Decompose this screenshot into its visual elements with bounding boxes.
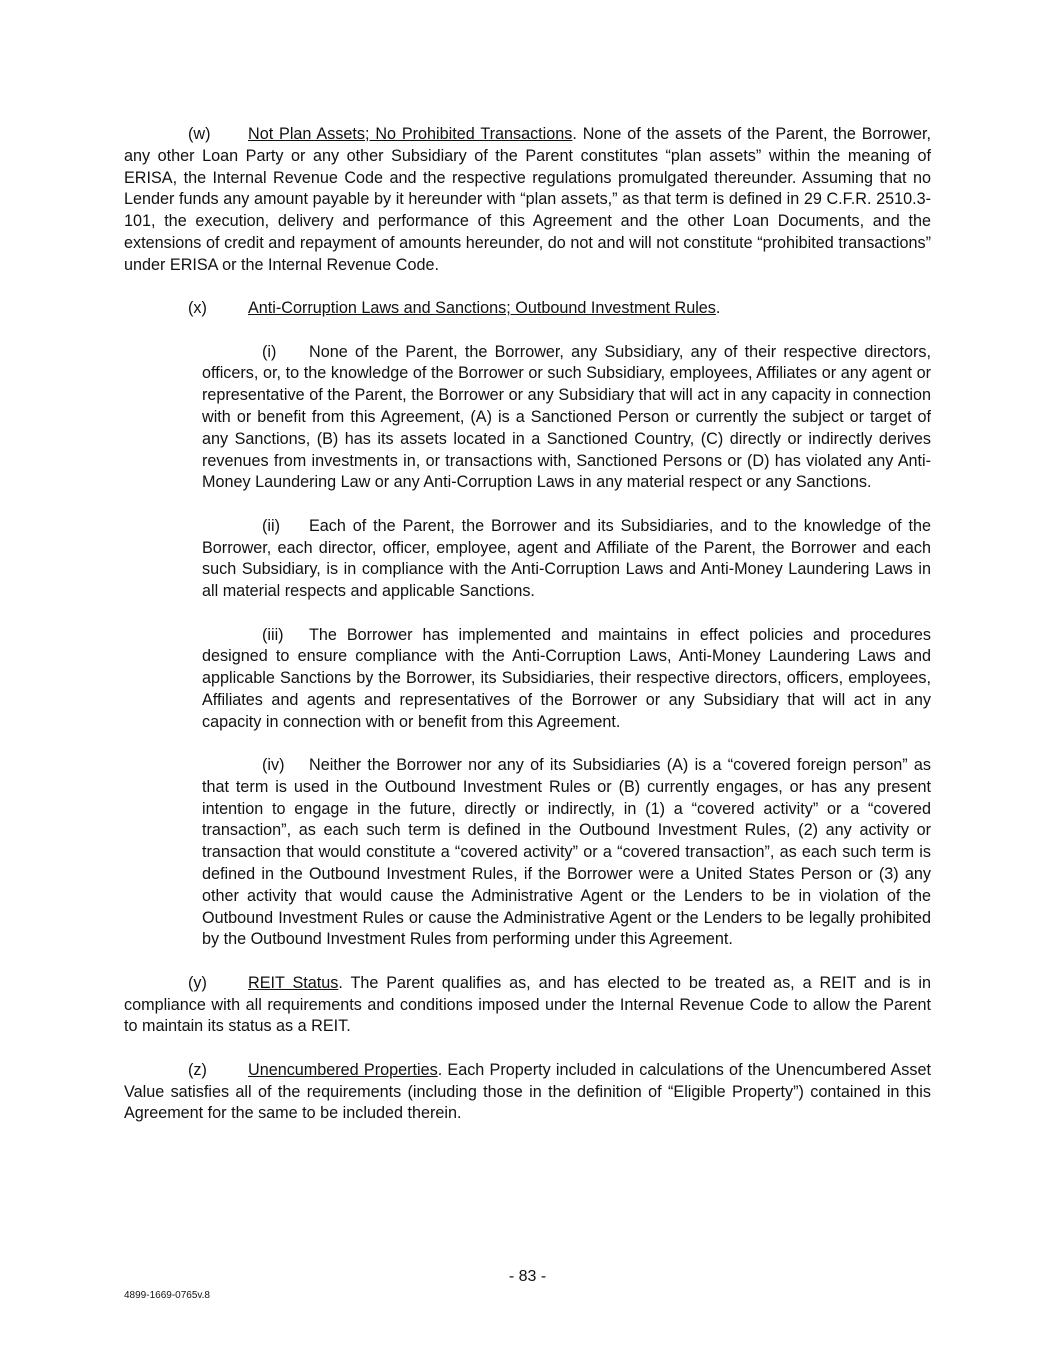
document-id: 4899-1669-0765v.8 [124,1290,210,1301]
section-heading: REIT Status [248,973,339,992]
subsection-body: Each of the Parent, the Borrower and its Subsidiaries, and to the knowledge of the Borrower, each director, officer, employee, agent and Affiliate of the Parent, the Borrower and each such Subsidiary, is in compliance with the Anti-Corruption Laws and Anti-Money Laundering Laws in all material respects and applicable Sanctions. [202,516,931,601]
section-heading: Unencumbered Properties [248,1060,438,1079]
section-heading: Anti-Corruption Laws and Sanctions; Outbound Investment Rules [248,299,716,318]
subsection-ii [202,516,931,603]
subsection-i [202,342,931,495]
section-y [124,973,931,1038]
subsection-iii [202,625,931,734]
section-label: (z) [188,1060,207,1079]
subsection-iv [202,755,931,951]
section-label: (y) [188,973,207,992]
subsection-body: The Borrower has implemented and maintains in effect policies and procedures designed to ensure compliance with the Anti-Corruption Laws, Anti-Money Laundering Laws and applicable Sanctions by the Borrower, its Subsidiaries, their respective directors, officers, employees, Affiliates and agents and representatives of the Borrower or any Subsidiary that will act in any capacity in connection with or benefit from this Agreement. [202,625,931,731]
subsection-body: None of the Parent, the Borrower, any Subsidiary, any of their respective directors, officers, or, to the knowledge of the Borrower or such Subsidiary, employees, Affiliates or any agent or representative of the Parent, the Borrower or any Subsidiary that will act in any capacity in connection with or benefit from this Agreement, (A) is a Sanctioned Person or currently the subject or target of any Sanctions, (B) has its assets located in a Sanctioned Country, (C) directly or indirectly derives revenues from investments in, or transactions with, Sanctioned Persons or (D) has violated any Anti-Money Laundering Law or any Anti-Corruption Laws in any material respect or any Sanctions. [202,342,931,492]
section-label: (w) [188,125,211,143]
subsection-label: (iv) [262,756,285,775]
section-w [124,124,931,277]
section-x [124,298,931,320]
document-page [124,124,931,1147]
section-z [124,1060,931,1125]
section-body: . The Parent qualifies as, and has elected to be treated as, a REIT and is in compliance with all requirements and conditions imposed under the Internal Revenue Code to allow the Parent to maintain its status as a REIT. [124,973,931,1036]
section-body: . None of the assets of the Parent, the Borrower, any other Loan Party or any other Subsidiary of the Parent constitutes “plan assets” within the meaning of ERISA, the Internal Revenue Code and the respective regulations promulgated thereunder. Assuming that no Lender funds any amount payable by it hereunder with “plan assets,” as that term is defined in 29 C.F.R. 2510.3-101, the execution, delivery and performance of this Agreement and the other Loan Documents, and the extensions of credit and repayment of amounts hereunder, do not and will not constitute “prohibited transactions” under ERISA or the Internal Revenue Code. [124,125,931,274]
section-body: . Each Property included in calculations of the Unencumbered Asset Value satisfies all of the requirements (including those in the definition of “Eligible Property”) contained in this Agreement for the same to be included therein. [124,1060,931,1123]
section-heading-trailer: . [715,299,721,318]
subsection-label: (i) [262,342,277,361]
subsection-body: Neither the Borrower nor any of its Subsidiaries (A) is a “covered foreign person” as that term is used in the Outbound Investment Rules or (B) currently engages, or has any present intention to engage in the future, directly or indirectly, in (1) a “covered activity” or a “covered transaction”, as each such term is defined in the Outbound Investment Rules, (2) any activity or transaction that would constitute a “covered activity” or a “covered transaction”, as each such term is defined in the Outbound Investment Rules, if the Borrower were a United States Person or (3) any other activity that would cause the Administrative Agent or the Lenders to be in violation of the Outbound Investment Rules or cause the Administrative Agent or the Lenders to be legally prohibited by the Outbound Investment Rules from performing under this Agreement. [202,756,931,949]
section-label: (x) [188,299,207,318]
subsection-label: (ii) [262,516,280,535]
page-number: - 83 - [508,1268,547,1285]
section-heading: Not Plan Assets; No Prohibited Transactions [248,125,573,143]
subsection-label: (iii) [262,625,284,644]
